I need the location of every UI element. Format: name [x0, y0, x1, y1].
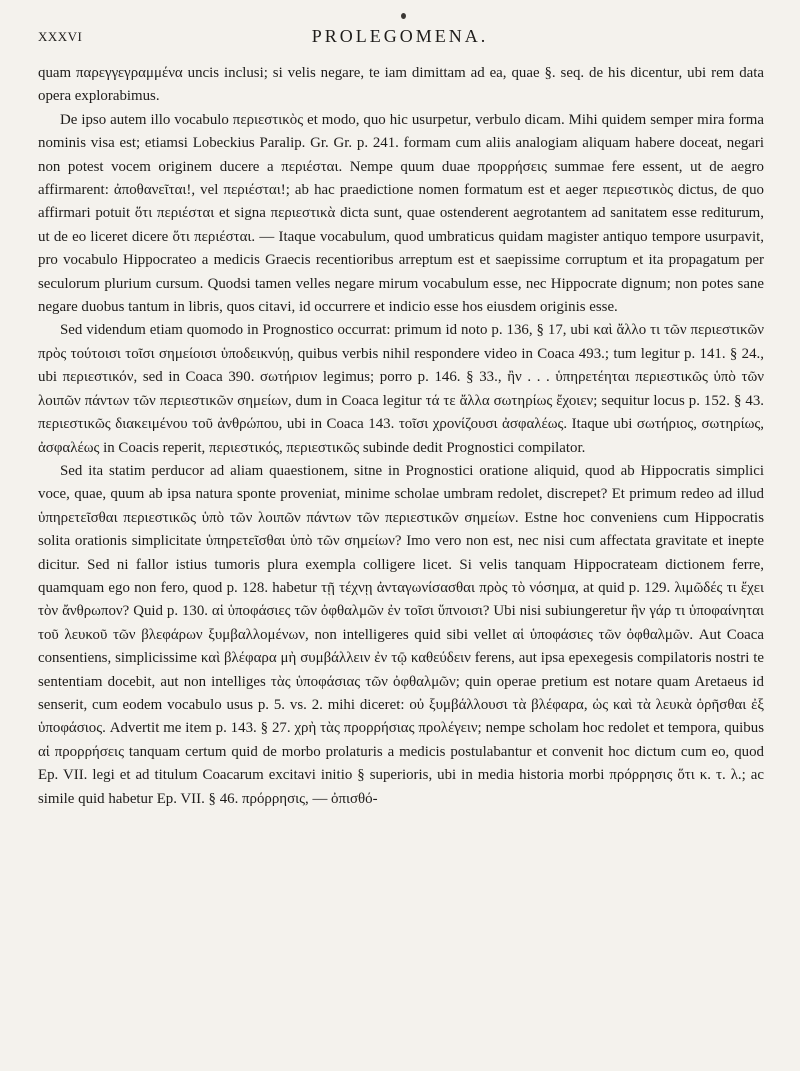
paragraph: Sed videndum etiam quomodo in Prognostico occurrat: primum id noto p. 136, § 17, ubi καὶ ἄλλο τι τῶν περιεστικῶν πρὸς τούτοισι τοῖσι σημείοισι ὑποδεικνύῃ, quibus verbis nihil respondere video in Coaca 493.; tum legitur p. 141. § 24., ubi περιεστικόν, sed in Coaca 390. σωτήριον legimus; porro p. 146. § 33., ἢν . . . ὑπηρετέηται περιεστικῶς ὑπὸ τῶν λοιπῶν πάντων τῶν περιεστικῶν σημείων, dum in Coaca legitur τά τε ἄλλα σωτηρίως ἔχοιεν; sequitur locus p. 152. § 43. περιεστικῶς διακειμένου τοῦ ἀνθρώπου, ubi in Coaca 143. τοῖσι χρονίζουσι ἀσφαλέως. Itaque ubi σωτήριος, σωτηρίως, ἀσφαλέως in Coacis reperit, περιεστικός, περιεστικῶς subinde dedit Prognostici compilator. [38, 322, 764, 456]
paragraph: De ipso autem illo vocabulo περιεστικὸς et modo, quo hic usurpetur, verbulo dicam. Mihi quidem semper mira forma nominis visa est; etiamsi Lobeckius Paralip. Gr. Gr. p. 241. formam cum aliis analogiam aliquam habere doceat, negari non potest vocem originem ducere a περιέσται. Nempe quum duae προρρήσεις summae fere essent, ut de aegro affirmarent: ἀποθανεῖται!, vel περιέσται!; ab hac praedictione nomen formatum est et aeger περιεστικὸς dictus, de quo affirmari potuit ὅτι περιέσται et signa περιεστικὰ dicta sunt, quae ostenderent aegrotantem ad sanitatem esse rediturum, ut de eo liceret dicere ὅτι περιέσται. — Itaque vocabulum, quod umbraticus quidam magister antiquo tempore usurpavit, pro vocabulo Hippocrateo a medicis Graecis recentioribus arreptum est et saepissime corruptum et ita propagatum per seculorum plurium cursum. Quodsi tamen velles negare mirum vocabulum esse, nec Hippocrate dignum; non potes sane negare duobus tantum in libris, quos citavi, id occurrere et indicio esse hos eiusdem originis esse. [38, 111, 764, 316]
running-header [38, 26, 762, 50]
page-number: XXXVI [38, 29, 83, 44]
paragraph: quam παρεγγεγραμμένα uncis inclusi; si velis negare, te iam dimittam ad ea, quae §. seq. de his dicentur, ubi rem data opera explorabimus. [38, 65, 764, 105]
print-mark [401, 13, 406, 19]
body-text [38, 62, 764, 811]
running-title: PROLEGOMENA. [311, 26, 489, 46]
paragraph: Sed ita statim perducor ad aliam quaestionem, sitne in Prognostici oratione aliquid, quod ab Hippocratis simplici voce, quae, quum ab ipsa natura sponte proveniat, minime scholae umbram redolet, discrepet? Et primum redeo ad illud ὑπηρετεῖσθαι περιεστικῶς ὑπὸ τῶν λοιπῶν πάντων τῶν περιεστικῶν σημείων. Estne hoc conveniens cum Hippocratis solita orationis simplicitate ὑπηρετεῖσθαι ὑπὸ τῶν σημείων? Imo vero non est, nec nisi cum affectata gravitate et inepte dicitur. Sed ni fallor istius tumoris plura exempla colligere licet. Si velis tanquam Hippocrateam dictionem ferre, quamquam ego non fero, quod p. 128. habetur τῇ τέχνῃ ἀνταγωνίσασθαι πρὸς τὸ νόσημα, at quid p. 129. λιμῶδές τι ἔχει τὸν ἄνθρωπον? Quid p. 130. αἱ ὑποφάσιες τῶν ὀφθαλμῶν ἐν τοῖσι ὕπνοισι? Ubi nisi subiungeretur ἢν γάρ τι ὑποφαίνηται τοῦ λευκοῦ τῶν βλεφάρων ξυμβαλλομένων, non intelligeres quid sibi vellet αἱ ὑποφάσιες τῶν ὀφθαλμῶν. Aut Coaca consentiens, simplicissime καὶ βλέφαρα μὴ συμβάλλειν ἐν τῷ καθεύδειν ferens, aut ipsa epexegesis compilatoris nostri te sententiam docebit, aut non intelliges τὰς ὑποφάσιας τῶν ὀφθαλμῶν; quin operae pretium est notare quam Aretaeus id senserit, cum eodem vocabulo usus p. 5. vs. 2. mihi diceret: οὐ ξυμβάλλουσι τὰ βλέφαρα, ὡς καὶ τὰ λευκὰ ὁρῆσθαι ἐξ ὑποφάσιος. Advertit me item p. 143. § 27. χρὴ τὰς προρρήσιας προλέγειν; nempe scholam hoc redolet et tempora, quibus αἱ προρρήσεις tanquam certum quid de morbo prolaturis a medicis postulabantur et convenit hoc dictum cum eo, quod Ep. VII. legi et ad titulum Coacarum excitavi initio § superioris, ubi in media historia morbi πρόρρησις ὅτι κ. τ. λ.; ac simile quid habetur Ep. VII. § 46. πρόρρησις, — ὀπισθό- [38, 462, 764, 807]
